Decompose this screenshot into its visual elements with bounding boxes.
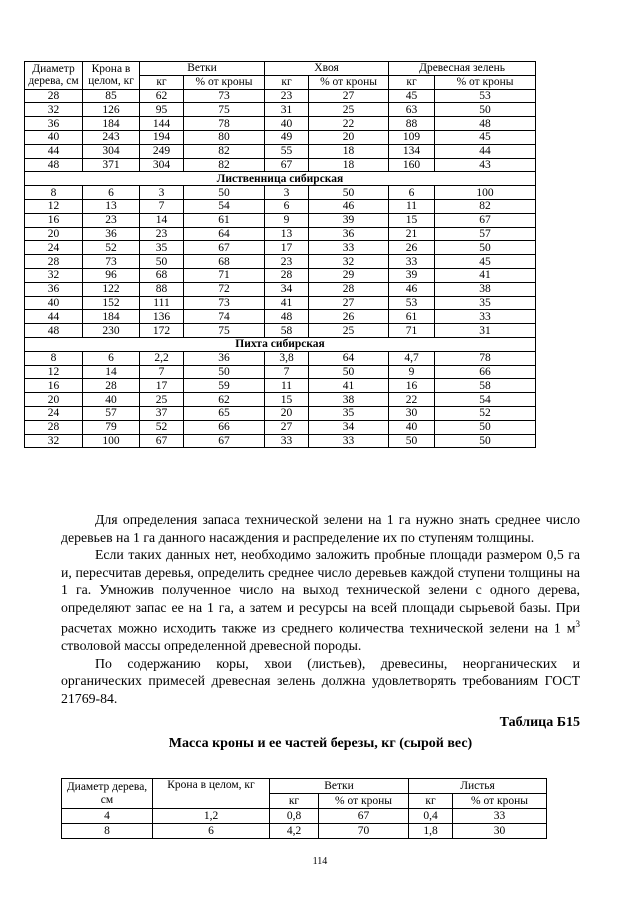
table-cell: 48: [435, 117, 536, 131]
table-cell: 30: [389, 406, 435, 420]
table-cell: 18: [309, 158, 389, 172]
page-number: 114: [312, 856, 328, 867]
table-cell: 88: [140, 282, 184, 296]
table-cell: 8: [62, 824, 153, 839]
table-cell: 54: [435, 393, 536, 407]
table-cell: 33: [309, 241, 389, 255]
table-cell: 35: [435, 296, 536, 310]
table-row: [25, 282, 536, 296]
table-cell: 54: [184, 199, 265, 213]
table-row: [25, 268, 536, 282]
table-cell: 249: [140, 144, 184, 158]
table-cell: 67: [184, 434, 265, 448]
table-cell: 72: [184, 282, 265, 296]
table-cell: 17: [140, 379, 184, 393]
table-cell: 50: [184, 186, 265, 200]
table-cell: 80: [184, 130, 265, 144]
table-cell: 31: [435, 324, 536, 338]
paragraph: Для определения запаса технической зелени на 1 га нужно знать среднее число деревьев на 1 га данного насаждения и распределение их по ступеням толщины.: [61, 512, 580, 545]
table-cell: 38: [435, 282, 536, 296]
table-cell: 37: [140, 406, 184, 420]
table-cell: 46: [309, 199, 389, 213]
table-cell: 12: [25, 199, 83, 213]
table-cell: 28: [25, 255, 83, 269]
table-cell: 28: [309, 282, 389, 296]
table-cell: 67: [435, 213, 536, 227]
table-row: [25, 351, 536, 365]
table-cell: 194: [140, 130, 184, 144]
table-cell: 4: [62, 809, 153, 824]
table-cell: 22: [389, 393, 435, 407]
table-row: [25, 310, 536, 324]
table-row: [25, 406, 536, 420]
header-leaves: Листья: [409, 779, 547, 794]
table-cell: 3: [140, 186, 184, 200]
table-cell: 45: [435, 130, 536, 144]
table-cell: 36: [83, 227, 140, 241]
table-cell: 136: [140, 310, 184, 324]
table-cell: 111: [140, 296, 184, 310]
table-cell: 11: [265, 379, 309, 393]
table-cell: 184: [83, 310, 140, 324]
table-cell: 50: [184, 365, 265, 379]
table-cell: 0,8: [270, 809, 319, 824]
header-diameter: Диаметр дерева, см: [62, 779, 153, 809]
table-cell: 41: [435, 268, 536, 282]
table-cell: 78: [435, 351, 536, 365]
table-cell: 44: [25, 144, 83, 158]
table-row: [25, 255, 536, 269]
table-row: [62, 824, 547, 839]
table-row: [25, 365, 536, 379]
table-cell: 6: [153, 824, 270, 839]
table-cell: 36: [25, 117, 83, 131]
header-crown: Крона в целом, кг: [83, 62, 140, 90]
header-kg: кг: [389, 75, 435, 89]
table-cell: 0,4: [409, 809, 453, 824]
table-cell: 18: [309, 144, 389, 158]
table-cell: 33: [309, 434, 389, 448]
table-cell: 38: [309, 393, 389, 407]
table-cell: 304: [83, 144, 140, 158]
table-cell: 68: [184, 255, 265, 269]
table-cell: 2,2: [140, 351, 184, 365]
table-row: [25, 117, 536, 131]
birch-crown-table: [61, 778, 547, 839]
table-cell: 31: [265, 103, 309, 117]
table-cell: 172: [140, 324, 184, 338]
table-cell: 7: [265, 365, 309, 379]
header-diameter: Диаметр дерева, см: [25, 62, 83, 90]
table-cell: 68: [140, 268, 184, 282]
table-cell: 184: [83, 117, 140, 131]
table-cell: 33: [389, 255, 435, 269]
table-cell: 39: [389, 268, 435, 282]
table-cell: 73: [184, 296, 265, 310]
table-cell: 29: [309, 268, 389, 282]
table-cell: 28: [265, 268, 309, 282]
table-cell: 16: [389, 379, 435, 393]
table-cell: 75: [184, 324, 265, 338]
table-cell: 88: [389, 117, 435, 131]
table-cell: 27: [309, 89, 389, 103]
crown-mass-table-body: [25, 89, 536, 448]
table-cell: 243: [83, 130, 140, 144]
table-cell: 32: [25, 434, 83, 448]
table-cell: 33: [265, 434, 309, 448]
table-cell: 100: [435, 186, 536, 200]
table-cell: 8: [25, 351, 83, 365]
table-cell: 44: [25, 310, 83, 324]
table-cell: 9: [389, 365, 435, 379]
table-row: [25, 296, 536, 310]
section-header-row: [25, 337, 536, 351]
table-cell: 67: [265, 158, 309, 172]
table-cell: 75: [184, 103, 265, 117]
table-cell: 53: [389, 296, 435, 310]
table-row: [25, 241, 536, 255]
table-cell: 66: [184, 420, 265, 434]
table-row: [25, 213, 536, 227]
table-caption: Масса кроны и ее частей березы, кг (сырой вес): [168, 736, 473, 751]
table-cell: 20: [265, 406, 309, 420]
table-cell: 71: [184, 268, 265, 282]
table-cell: 134: [389, 144, 435, 158]
section-title: Пихта сибирская: [25, 337, 536, 351]
table-cell: 16: [25, 379, 83, 393]
paragraph: [61, 546, 580, 655]
table-cell: 24: [25, 241, 83, 255]
table-cell: 46: [389, 282, 435, 296]
table-cell: 122: [83, 282, 140, 296]
table-cell: 50: [309, 186, 389, 200]
table-cell: 57: [83, 406, 140, 420]
table-cell: 36: [309, 227, 389, 241]
table-cell: 63: [389, 103, 435, 117]
table-row: [25, 89, 536, 103]
table-cell: 48: [25, 158, 83, 172]
table-cell: 6: [83, 351, 140, 365]
table-cell: 59: [184, 379, 265, 393]
table-cell: 7: [140, 365, 184, 379]
table-cell: 32: [309, 255, 389, 269]
table-cell: 34: [309, 420, 389, 434]
table-cell: 28: [83, 379, 140, 393]
table-cell: 13: [265, 227, 309, 241]
table-cell: 1,2: [153, 809, 270, 824]
header-greenery: Древесная зелень: [389, 62, 536, 76]
table-cell: 71: [389, 324, 435, 338]
table-cell: 28: [25, 420, 83, 434]
table-cell: 12: [25, 365, 83, 379]
table-cell: 13: [83, 199, 140, 213]
table-cell: 64: [184, 227, 265, 241]
table-row: [25, 434, 536, 448]
table-cell: 32: [25, 103, 83, 117]
table-cell: 20: [25, 393, 83, 407]
table-cell: 73: [184, 89, 265, 103]
table-cell: 33: [453, 809, 547, 824]
table-cell: 39: [309, 213, 389, 227]
table-cell: 9: [265, 213, 309, 227]
table-cell: 85: [83, 89, 140, 103]
table-cell: 44: [435, 144, 536, 158]
table-cell: 144: [140, 117, 184, 131]
table-cell: 22: [309, 117, 389, 131]
table-cell: 7: [140, 199, 184, 213]
table-cell: 109: [389, 130, 435, 144]
table-row: [25, 324, 536, 338]
table-cell: 34: [265, 282, 309, 296]
table-cell: 64: [309, 351, 389, 365]
table-row: [25, 199, 536, 213]
table-row: [25, 130, 536, 144]
table-cell: 23: [83, 213, 140, 227]
header-pct: % от кроны: [184, 75, 265, 89]
table-cell: 53: [435, 89, 536, 103]
table-cell: 36: [184, 351, 265, 365]
table-cell: 95: [140, 103, 184, 117]
table-cell: 1,8: [409, 824, 453, 839]
table-cell: 79: [83, 420, 140, 434]
table-cell: 14: [83, 365, 140, 379]
table-cell: 23: [265, 89, 309, 103]
header-branches: Ветки: [140, 62, 265, 76]
table-cell: 70: [319, 824, 409, 839]
table-cell: 8: [25, 186, 83, 200]
table-cell: 35: [140, 241, 184, 255]
table-cell: 74: [184, 310, 265, 324]
table-label: Таблица Б15: [499, 715, 580, 730]
table-cell: 58: [435, 379, 536, 393]
table-cell: 52: [140, 420, 184, 434]
table-cell: 26: [309, 310, 389, 324]
table-cell: 40: [389, 420, 435, 434]
table-row: [25, 144, 536, 158]
table-cell: 6: [83, 186, 140, 200]
table-cell: 35: [309, 406, 389, 420]
table-cell: 3: [265, 186, 309, 200]
table-cell: 67: [319, 809, 409, 824]
table-cell: 160: [389, 158, 435, 172]
table-cell: 25: [309, 103, 389, 117]
table-cell: 27: [265, 420, 309, 434]
table-cell: 67: [140, 434, 184, 448]
table-cell: 36: [25, 282, 83, 296]
superscript: 3: [575, 619, 580, 629]
paragraph-text: стволовой массы определенной древесной породы.: [61, 638, 362, 654]
table-cell: 16: [25, 213, 83, 227]
table-cell: 4,2: [270, 824, 319, 839]
table-cell: 67: [184, 241, 265, 255]
table-cell: 82: [435, 199, 536, 213]
table-cell: 50: [389, 434, 435, 448]
table-cell: 96: [83, 268, 140, 282]
table-cell: 40: [25, 296, 83, 310]
table-cell: 78: [184, 117, 265, 131]
table-cell: 28: [25, 89, 83, 103]
table-cell: 23: [140, 227, 184, 241]
header-crown: Крона в целом, кг: [153, 779, 270, 809]
table-cell: 27: [309, 296, 389, 310]
table-cell: 15: [389, 213, 435, 227]
table-row: [62, 809, 547, 824]
table-row: [25, 158, 536, 172]
table-cell: 48: [25, 324, 83, 338]
table-cell: 55: [265, 144, 309, 158]
section-header-row: [25, 172, 536, 186]
table-cell: 26: [389, 241, 435, 255]
table-row: [25, 420, 536, 434]
table-cell: 40: [83, 393, 140, 407]
table-cell: 52: [83, 241, 140, 255]
header-pct: % от кроны: [435, 75, 536, 89]
header-kg: кг: [265, 75, 309, 89]
birch-crown-table-body: [62, 809, 547, 839]
crown-mass-table: [24, 61, 536, 448]
table-cell: 17: [265, 241, 309, 255]
table-cell: 82: [184, 144, 265, 158]
table-row: [25, 393, 536, 407]
table-cell: 25: [309, 324, 389, 338]
table-cell: 48: [265, 310, 309, 324]
table-cell: 50: [309, 365, 389, 379]
header-branches: Ветки: [270, 779, 409, 794]
table-cell: 6: [389, 186, 435, 200]
header-kg: кг: [140, 75, 184, 89]
table-cell: 230: [83, 324, 140, 338]
table-cell: 45: [435, 255, 536, 269]
table-cell: 24: [25, 406, 83, 420]
table-cell: 62: [140, 89, 184, 103]
table-cell: 50: [435, 434, 536, 448]
table-cell: 25: [140, 393, 184, 407]
table-cell: 50: [140, 255, 184, 269]
table-cell: 61: [389, 310, 435, 324]
table-row: [25, 227, 536, 241]
table-cell: 50: [435, 420, 536, 434]
header-kg: кг: [270, 794, 319, 809]
table-cell: 30: [453, 824, 547, 839]
table-cell: 50: [435, 241, 536, 255]
table-cell: 73: [83, 255, 140, 269]
table-cell: 152: [83, 296, 140, 310]
table-cell: 65: [184, 406, 265, 420]
table-cell: 58: [265, 324, 309, 338]
table-cell: 6: [265, 199, 309, 213]
paragraph: По содержанию коры, хвои (листьев), древесины, неорганических и органических примесей древесная зелень должна удовлетворять требованиям ГОСТ 21769-84.: [61, 655, 580, 706]
table-cell: 66: [435, 365, 536, 379]
header-pct: % от кроны: [453, 794, 547, 809]
table-cell: 50: [435, 103, 536, 117]
table-row: [25, 379, 536, 393]
header-pct: % от кроны: [309, 75, 389, 89]
table-cell: 43: [435, 158, 536, 172]
table-cell: 41: [309, 379, 389, 393]
table-cell: 32: [25, 268, 83, 282]
header-pct: % от кроны: [319, 794, 409, 809]
table-cell: 20: [25, 227, 83, 241]
table-cell: 45: [389, 89, 435, 103]
table-cell: 49: [265, 130, 309, 144]
table-cell: 11: [389, 199, 435, 213]
table-cell: 40: [265, 117, 309, 131]
table-cell: 100: [83, 434, 140, 448]
table-cell: 33: [435, 310, 536, 324]
table-cell: 371: [83, 158, 140, 172]
table-cell: 40: [25, 130, 83, 144]
paragraph-text: Если таких данных нет, необходимо заложить пробные площади размером 0,5 га и, пересчитав деревья, определить среднее число деревьев каждой ступени толщины на 1 га. Умножив полученное число на выход технической зелени с одного дерева, определяют запас ее на 1 га, а затем и ресурсы на всей площади сырьевой базы. При расчетах можно исходить также из среднего количества технической зелени на 1 м: [61, 547, 580, 636]
table-cell: 82: [184, 158, 265, 172]
table-cell: 21: [389, 227, 435, 241]
table-cell: 126: [83, 103, 140, 117]
table-cell: 304: [140, 158, 184, 172]
header-needles: Хвоя: [265, 62, 389, 76]
table-cell: 61: [184, 213, 265, 227]
header-kg: кг: [409, 794, 453, 809]
table-cell: 23: [265, 255, 309, 269]
section-title: Лиственница сибирская: [25, 172, 536, 186]
table-cell: 3,8: [265, 351, 309, 365]
table-cell: 4,7: [389, 351, 435, 365]
table-row: [25, 186, 536, 200]
table-cell: 62: [184, 393, 265, 407]
body-text: [61, 511, 580, 707]
table-cell: 20: [309, 130, 389, 144]
table-cell: 41: [265, 296, 309, 310]
table-cell: 57: [435, 227, 536, 241]
table-cell: 14: [140, 213, 184, 227]
table-row: [25, 103, 536, 117]
table-cell: 52: [435, 406, 536, 420]
table-cell: 15: [265, 393, 309, 407]
